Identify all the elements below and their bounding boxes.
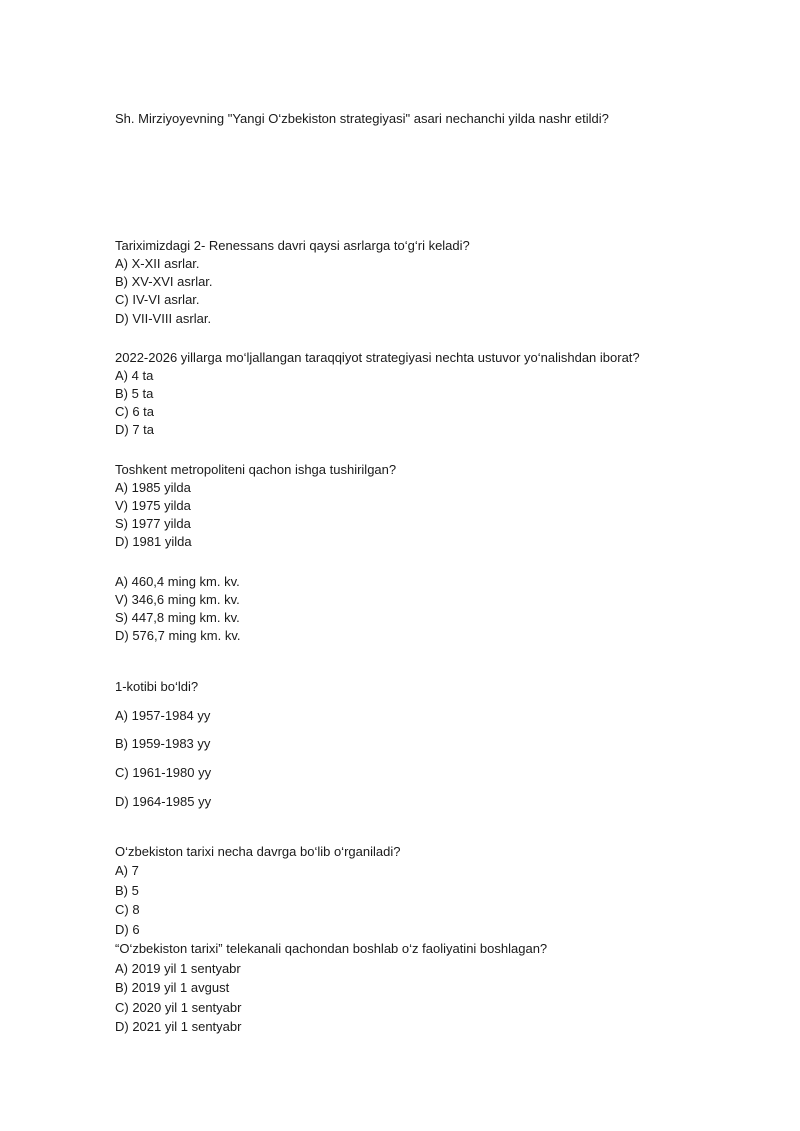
question-3-option-a: A) 4 ta <box>115 368 154 383</box>
question-3-text: 2022-2026 yillarga mo‘ljallangan taraqqiyot strategiyasi nechta ustuvor yo‘nalishdan iborat? <box>115 350 640 365</box>
question-7-text: O‘zbekiston tarixi necha davrga bo‘lib o‘rganiladi? <box>115 844 401 859</box>
question-2-option-a: A) X-XII asrlar. <box>115 256 200 271</box>
question-6-option-a: A) 1957-1984 yy <box>115 708 211 723</box>
question-8-option-a: A) 2019 yil 1 sentyabr <box>115 961 241 976</box>
question-3-option-c: C) 6 ta <box>115 404 155 419</box>
question-2-option-c: C) IV-VI asrlar. <box>115 292 200 307</box>
question-7-option-a: A) 7 <box>115 863 139 878</box>
question-2-option-d: D) VII-VIII asrlar. <box>115 311 212 326</box>
question-3-option-b: B) 5 ta <box>115 386 154 401</box>
question-1-text: Sh. Mirziyoyevning "Yangi O‘zbekiston strategiyasi" asari nechanchi yilda nashr etildi? <box>115 111 609 126</box>
question-7-option-c: C) 8 <box>115 902 140 917</box>
question-5-option-d: D) 576,7 ming km. kv. <box>115 628 241 643</box>
question-4-option-s: S) 1977 yilda <box>115 516 191 531</box>
question-8-option-b: B) 2019 yil 1 avgust <box>115 980 230 995</box>
question-2-text: Tariximizdagi 2- Renessans davri qaysi asrlarga to‘g‘ri keladi? <box>115 238 470 253</box>
question-6-option-c: C) 1961-1980 yy <box>115 765 212 780</box>
question-3-option-d: D) 7 ta <box>115 422 155 437</box>
question-8-option-d: D) 2021 yil 1 sentyabr <box>115 1019 242 1034</box>
question-5-option-v: V) 346,6 ming km. kv. <box>115 592 240 607</box>
question-6-option-d: D) 1964-1985 yy <box>115 794 212 809</box>
question-5-option-a: A) 460,4 ming km. kv. <box>115 574 240 589</box>
question-8-option-c: C) 2020 yil 1 sentyabr <box>115 1000 242 1015</box>
question-4-text: Toshkent metropoliteni qachon ishga tushirilgan? <box>115 462 397 477</box>
question-6-text: 1-kotibi bo‘ldi? <box>115 679 199 694</box>
question-4-option-d: D) 1981 yilda <box>115 534 192 549</box>
question-7-option-b: B) 5 <box>115 883 139 898</box>
question-8-text: “O‘zbekiston tarixi” telekanali qachondan boshlab o‘z faoliyatini boshlagan? <box>115 941 548 956</box>
question-2-option-b: B) XV-XVI asrlar. <box>115 274 213 289</box>
question-6-option-b: B) 1959-1983 yy <box>115 736 211 751</box>
question-5-option-s: S) 447,8 ming km. kv. <box>115 610 240 625</box>
question-7-option-d: D) 6 <box>115 922 140 937</box>
question-4-option-v: V) 1975 yilda <box>115 498 191 513</box>
question-4-option-a: A) 1985 yilda <box>115 480 191 495</box>
